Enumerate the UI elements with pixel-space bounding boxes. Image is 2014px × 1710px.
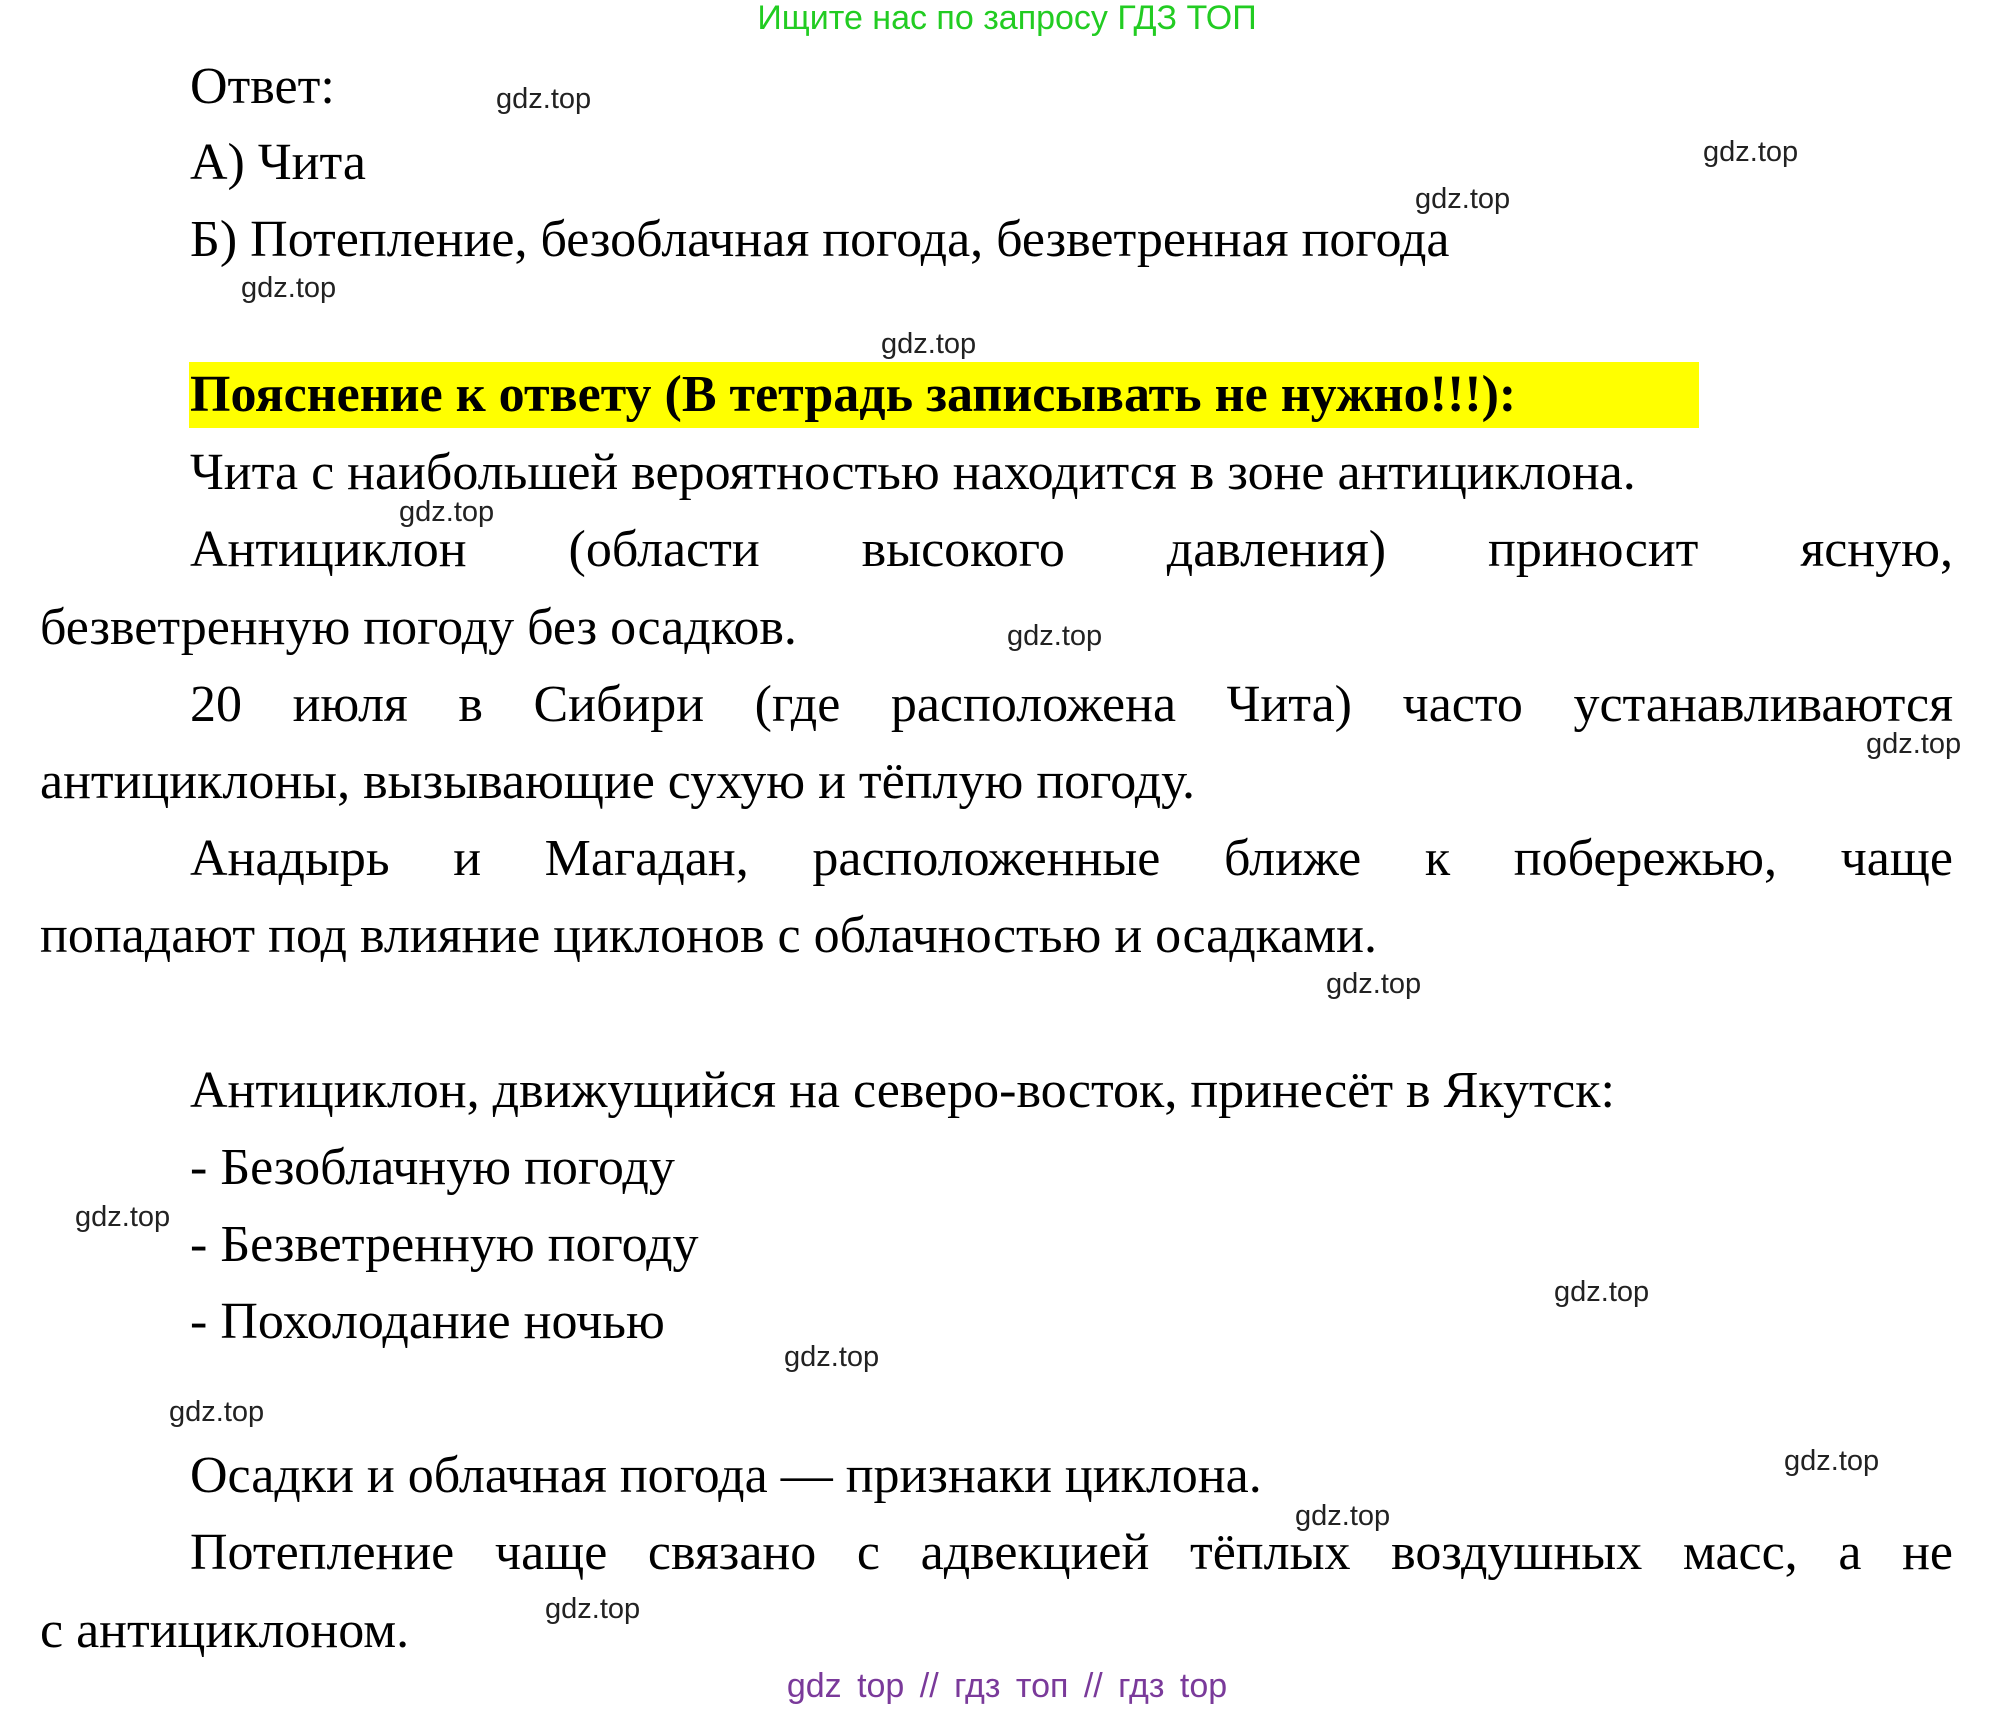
watermark: gdz.top	[1326, 968, 1422, 1000]
watermark: gdz.top	[1703, 136, 1799, 168]
answer-a: А) Чита	[190, 134, 366, 191]
footer-watermark: gdz top // гдз топ // гдз top	[786, 1667, 1228, 1705]
watermark: gdz.top	[881, 328, 977, 360]
text-line: Осадки и облачная погода — признаки циклона.	[190, 1447, 1262, 1504]
watermark: gdz.top	[169, 1396, 265, 1428]
watermark: gdz.top	[1295, 1500, 1391, 1532]
text-line: попадают под влияние циклонов с облачностью и осадками.	[40, 907, 1377, 964]
text-line: с антициклоном.	[40, 1602, 410, 1659]
watermark: gdz.top	[1554, 1276, 1650, 1308]
text-line: Антициклон, движущийся на северо-восток, принесёт в Якутск:	[190, 1062, 1615, 1119]
text-line: безветренную погоду без осадков.	[40, 599, 797, 656]
watermark: gdz.top	[75, 1201, 171, 1233]
explanation-heading: Пояснение к ответу (В тетрадь записывать не нужно!!!):	[190, 366, 1517, 423]
watermark: gdz.top	[784, 1341, 880, 1373]
search-banner: Ищите нас по запросу ГДЗ ТОП	[757, 0, 1257, 37]
list-item: - Безветренную погоду	[190, 1216, 699, 1273]
watermark: gdz.top	[496, 83, 592, 115]
watermark: gdz.top	[1007, 620, 1103, 652]
text-line: Чита с наибольшей вероятностью находится в зоне антициклона.	[190, 444, 1636, 501]
text-line: антициклоны, вызывающие сухую и тёплую погоду.	[40, 753, 1195, 810]
list-item: - Похолодание ночью	[190, 1293, 665, 1350]
answer-b: Б) Потепление, безоблачная погода, безветренная погода	[190, 211, 1450, 268]
list-item: - Безоблачную погоду	[190, 1139, 675, 1196]
watermark: gdz.top	[1415, 183, 1511, 215]
answer-label: Ответ:	[190, 58, 335, 115]
watermark: gdz.top	[399, 496, 495, 528]
watermark: gdz.top	[241, 272, 337, 304]
text-line: Анадырь и Магадан, расположенные ближе к побережью, чаще	[190, 830, 1953, 887]
text-line: 20 июля в Сибири (где расположена Чита) часто устанавливаются	[190, 676, 1953, 733]
watermark: gdz.top	[1866, 728, 1962, 760]
text-line: Антициклон (области высокого давления) приносит ясную,	[190, 521, 1953, 578]
text-line: Потепление чаще связано с адвекцией тёплых воздушных масс, а не	[190, 1524, 1953, 1581]
watermark: gdz.top	[545, 1593, 641, 1625]
watermark: gdz.top	[1784, 1445, 1880, 1477]
